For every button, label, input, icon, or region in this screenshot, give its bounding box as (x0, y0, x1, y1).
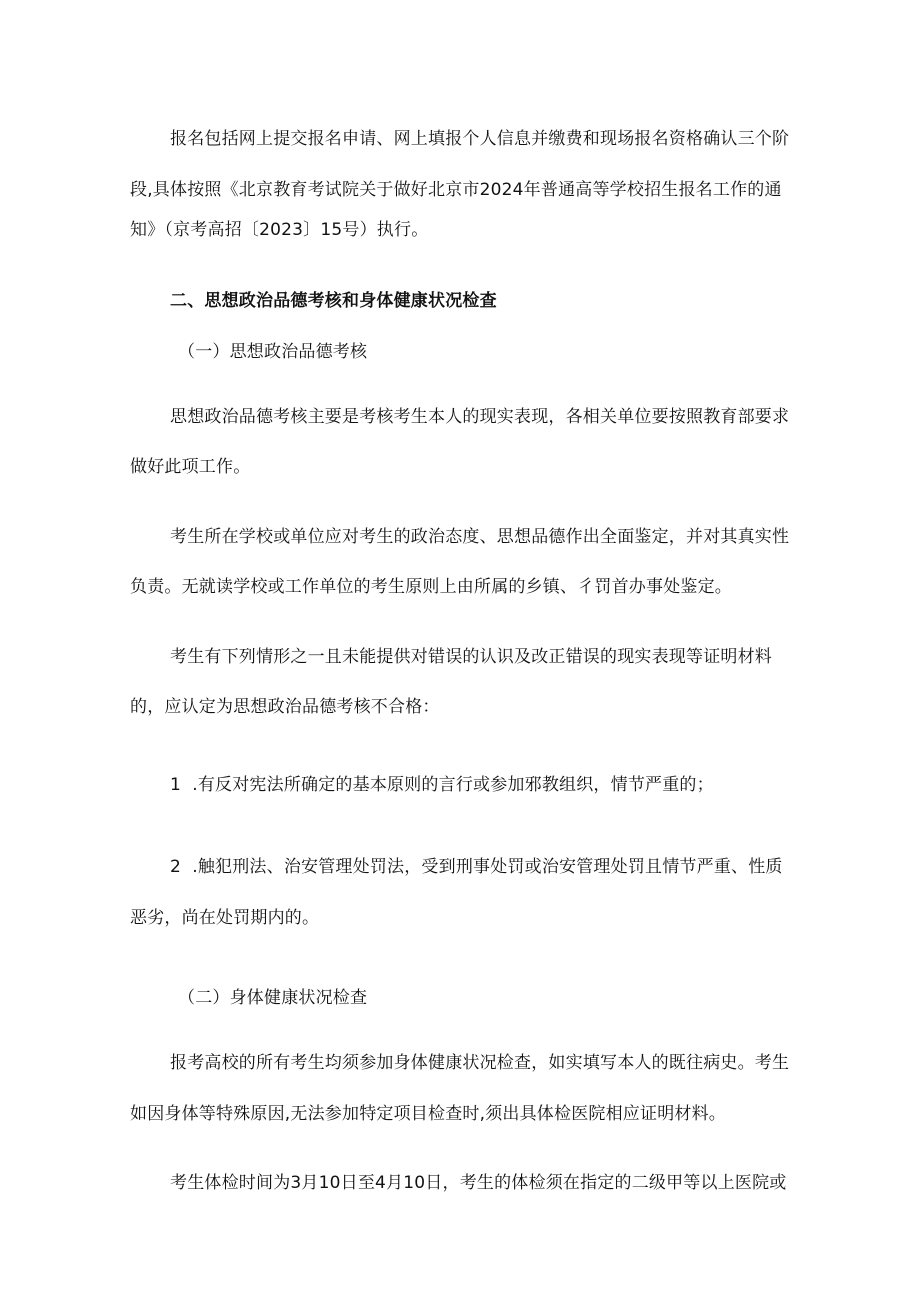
paragraph-line: 思想政治品德考核主要是考核考生本人的现实表现，各相关单位要按照教育部要求 (170, 407, 790, 427)
paragraph-line: 知》（京考高招〔2023〕15号）执行。 (130, 220, 429, 240)
paragraph-line: 报名包括网上提交报名申请、网上填报个人信息并缴费和现场报名资格确认三个阶 (170, 129, 790, 149)
list-item: 1 .有反对宪法所确定的基本原则的言行或参加邪教组织，情节严重的； (170, 775, 714, 795)
paragraph-line: 考生有下列情形之一且未能提供对错误的认识及改正错误的现实表现等证明材料 (170, 647, 772, 667)
paragraph-line: 段,具体按照《北京教育考试院关于做好北京市2024年普通高等学校招生报名工作的通 (130, 180, 782, 200)
paragraph-line: 考生所在学校或单位应对考生的政治态度、思想品德作出全面鉴定，并对其真实性 (170, 527, 790, 547)
subsection-heading: （一）思想政治品德考核 (178, 342, 368, 362)
paragraph-line: 做好此项工作。 (130, 457, 251, 477)
list-item: 2 .触犯刑法、治安管理处罚法，受到刑事处罚或治安管理处罚且情节严重、性质 (170, 857, 783, 877)
paragraph-line: 报考高校的所有考生均须参加身体健康状况检查，如实填写本人的既往病史。考生 (170, 1053, 790, 1073)
paragraph-line: 的，应认定为思想政治品德考核不合格： (130, 697, 440, 717)
section-heading: 二、思想政治品德考核和身体健康状况检查 (170, 291, 497, 311)
paragraph-line: 如因身体等特殊原因,无法参加特定项目检查时,须出具体检医院相应证明材料。 (130, 1104, 727, 1124)
list-item-continuation: 恶劣，尚在处罚期内的。 (130, 908, 320, 928)
paragraph-line: 负责。无就读学校或工作单位的考生原则上由所属的乡镇、彳罚首办事处鉴定。 (130, 577, 732, 597)
paragraph-line: 考生体检时间为3月10日至4月10日，考生的体检须在指定的二级甲等以上医院或 (170, 1173, 787, 1193)
subsection-heading: （二）身体健康状况检查 (178, 988, 368, 1008)
